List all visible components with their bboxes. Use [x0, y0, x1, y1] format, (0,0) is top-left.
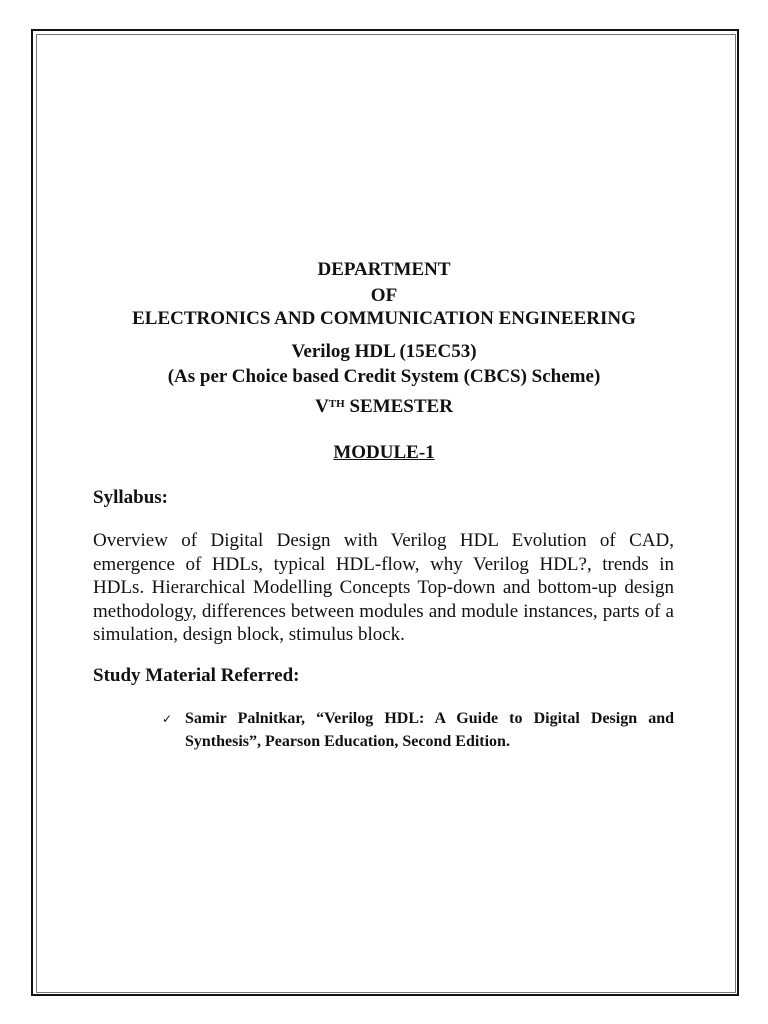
study-material-heading: Study Material Referred:: [93, 665, 300, 686]
reference-item: Samir Palnitkar, “Verilog HDL: A Guide to Digital Design and Synthesis”, Pearson Education, Second Edition.: [185, 710, 674, 750]
of-label: OF: [370, 285, 398, 306]
department-label: [0, 262, 768, 280]
checkmark-icon: ✓: [162, 712, 173, 726]
page-border-inner: [36, 34, 736, 993]
semester-superscript: TH: [328, 398, 345, 410]
course-title: Verilog HDL (15EC53): [291, 341, 477, 362]
semester-label: [0, 396, 768, 418]
semester-word: SEMESTER: [344, 396, 453, 417]
syllabus-text: Overview of Digital Design with Verilog HDL Evolution of CAD, emergence of HDLs, typical HDL-flow, why Verilog HDL?, trends in HDLs. Hierarchical Modelling Concepts Top-down and bottom-up design methodology, differences between modules and module instances, parts of a simulation, design block, stimulus block.: [93, 530, 674, 646]
scheme-label: (As per Choice based Credit System (CBCS) Scheme): [167, 366, 601, 387]
semester-roman: V: [315, 396, 329, 417]
department-name: ELECTRONICS AND COMMUNICATION ENGINEERING: [132, 308, 636, 329]
module-heading: MODULE-1: [333, 442, 435, 463]
department-text: DEPARTMENT: [317, 262, 451, 280]
syllabus-heading: Syllabus:: [93, 487, 168, 508]
